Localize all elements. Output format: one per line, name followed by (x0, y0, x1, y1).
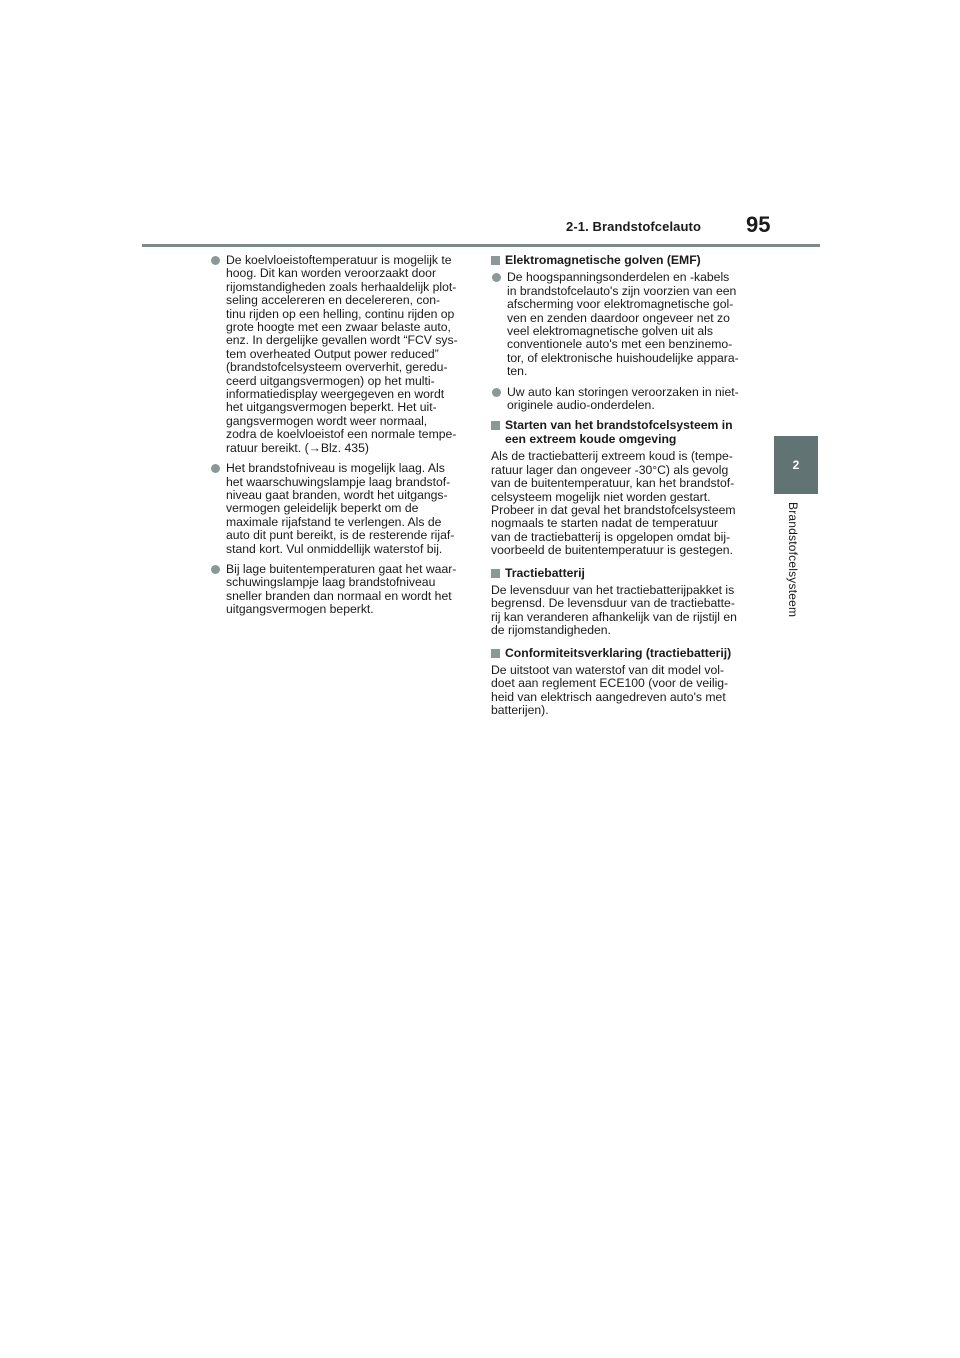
bullet-dot-icon (211, 256, 220, 265)
text-line: gangsvermogen wordt weer normaal, (226, 413, 428, 428)
text-line: stand kort. Vul onmiddellijk waterstof bij. (226, 541, 443, 556)
heading-text: Starten van het brandstofcelsysteem in (505, 418, 733, 433)
heading-text: een extreem koude omgeving (505, 431, 677, 446)
text-line: batterijen). (491, 703, 549, 718)
heading-emf (491, 254, 753, 267)
text-line: heid van elektrisch aangedreven auto's met (491, 689, 726, 704)
text-line: ven en zenden daardoor ongeveer net zo (507, 310, 730, 325)
heading-traction-battery (491, 567, 753, 580)
text-line: tor, of elektronische huishoudelijke appara- (507, 350, 739, 365)
text-line: seling accelereren en decelereren, con- (226, 293, 441, 308)
heading-square-icon (491, 256, 500, 265)
text-line: informatiedisplay weergegeven en wordt (226, 387, 445, 402)
text-line: ten. (507, 364, 528, 379)
page-number: 95 (746, 212, 771, 237)
paragraph-cold-start (491, 450, 753, 557)
text-line: hoog. Dit kan worden veroorzaakt door (226, 266, 437, 281)
text-line: begrensd. De levensduur van de tractiebatte- (491, 596, 735, 611)
text-line: sneller branden dan normaal en wordt het (226, 588, 452, 603)
page-reference-link[interactable]: ratuur bereikt. (→Blz. 435) (226, 440, 369, 455)
text-line: het uitgangsvermogen beperkt. Het uit- (226, 400, 437, 415)
heading-square-icon (491, 569, 500, 578)
chapter-tab[interactable] (774, 436, 818, 494)
text-line: De uitstoot van waterstof van dit model vol- (491, 662, 725, 677)
text-line: celsysteem mogelijk niet worden gestart. (491, 489, 711, 504)
heading-square-icon (491, 649, 500, 658)
text-line: tem overheated Output power reduced” (226, 346, 439, 361)
bullet-low-temperature (210, 563, 472, 617)
section-title: 2-1. Brandstofcelauto (566, 219, 702, 234)
text-line: ceerd uitgangsvermogen) op het multi- (226, 373, 435, 388)
bullet-emf-interference (491, 386, 753, 413)
text-line: conventionele auto's met een benzinemo- (507, 337, 733, 352)
text-line: Het brandstofniveau is mogelijk laag. Als (226, 461, 445, 476)
heading-text: Tractiebatterij (505, 565, 585, 580)
text-line: vermogen geleidelijk beperkt om de (226, 501, 419, 516)
heading-cold-start (491, 419, 753, 446)
left-column (210, 254, 472, 624)
text-line: De hoogspanningsonderdelen en -kabels (507, 270, 730, 285)
text-line: Als de tractiebatterij extreem koud is (tempe- (491, 449, 733, 464)
bullet-coolant-temperature (210, 254, 472, 455)
text-line: (brandstofcelsysteem oververhit, geredu- (226, 360, 448, 375)
text-line: van de buitentemperatuur, kan het brandstof- (491, 476, 735, 491)
text-line: auto dit punt bereikt, is de resterende rijaf- (226, 528, 455, 543)
text-line: ratuur lager dan ongeveer -30°C) als gevolg (491, 462, 729, 477)
bullet-emf-shielding (491, 271, 753, 378)
text-line: Probeer in dat geval het brandstofcelsysteem (491, 502, 736, 517)
bullet-fuel-level (210, 462, 472, 556)
text-line: De levensduur van het tractiebatterijpakket is (491, 582, 735, 597)
heading-text: Elektromagnetische golven (EMF) (505, 253, 701, 267)
bullet-dot-icon (211, 565, 220, 574)
text-line: De koelvloeistoftemperatuur is mogelijk te (226, 253, 452, 267)
text-line: uitgangsvermogen beperkt. (226, 602, 374, 617)
heading-conformity (491, 647, 753, 660)
text-line: van de tractiebatterij is opgelopen omdat bij- (491, 529, 731, 544)
text-line: de rijomstandigheden. (491, 623, 611, 638)
text-line: nogmaals te starten nadat de temperatuur (491, 516, 718, 531)
text-line: zodra de koelvloeistof een normale tempe- (226, 427, 457, 442)
header-divider (142, 244, 820, 247)
text-line: grote hoogte met een zwaar belaste auto, (226, 320, 451, 335)
heading-text: Conformiteitsverklaring (tractiebatterij) (505, 645, 732, 660)
text-line: het waarschuwingslampje laag brandstof- (226, 474, 451, 489)
text-line: voorbeeld de buitentemperatuur is gestegen. (491, 543, 733, 558)
paragraph-conformity (491, 664, 753, 718)
text-line: niveau gaat branden, wordt het uitgangs- (226, 487, 448, 502)
heading-square-icon (491, 421, 500, 430)
text-line: veel elektromagnetische golven uit als (507, 324, 713, 339)
text-line: in brandstofcelauto's zijn voorzien van een (507, 283, 737, 298)
text-line: afscherming voor elektromagnetische gol- (507, 297, 734, 312)
chapter-label: Brandstofcelsysteem (786, 502, 800, 618)
text-line: rij kan veranderen afhankelijk van de rijstijl en (491, 609, 737, 624)
text-line: schuwingslampje laag brandstofniveau (226, 575, 436, 590)
bullet-dot-icon (492, 273, 501, 282)
text-line: rijomstandigheden zoals herhaaldelijk plot- (226, 279, 457, 294)
text-line: maximale rijafstand te verlengen. Als de (226, 514, 442, 529)
text-line: Bij lage buitentemperaturen gaat het waar- (226, 561, 457, 576)
text-line: enz. In dergelijke gevallen wordt “FCV sys- (226, 333, 458, 348)
text-line: tinu rijden op een helling, continu rijden op (226, 306, 455, 321)
paragraph-traction-battery (491, 584, 753, 638)
text-line: Uw auto kan storingen veroorzaken in niet- (507, 384, 739, 399)
text-line: originele audio-onderdelen. (507, 398, 655, 413)
bullet-dot-icon (492, 388, 501, 397)
text-line: doet aan reglement ECE100 (voor de veilig- (491, 676, 729, 691)
chapter-number: 2 (792, 458, 800, 472)
bullet-dot-icon (211, 464, 220, 473)
right-column (491, 254, 753, 727)
